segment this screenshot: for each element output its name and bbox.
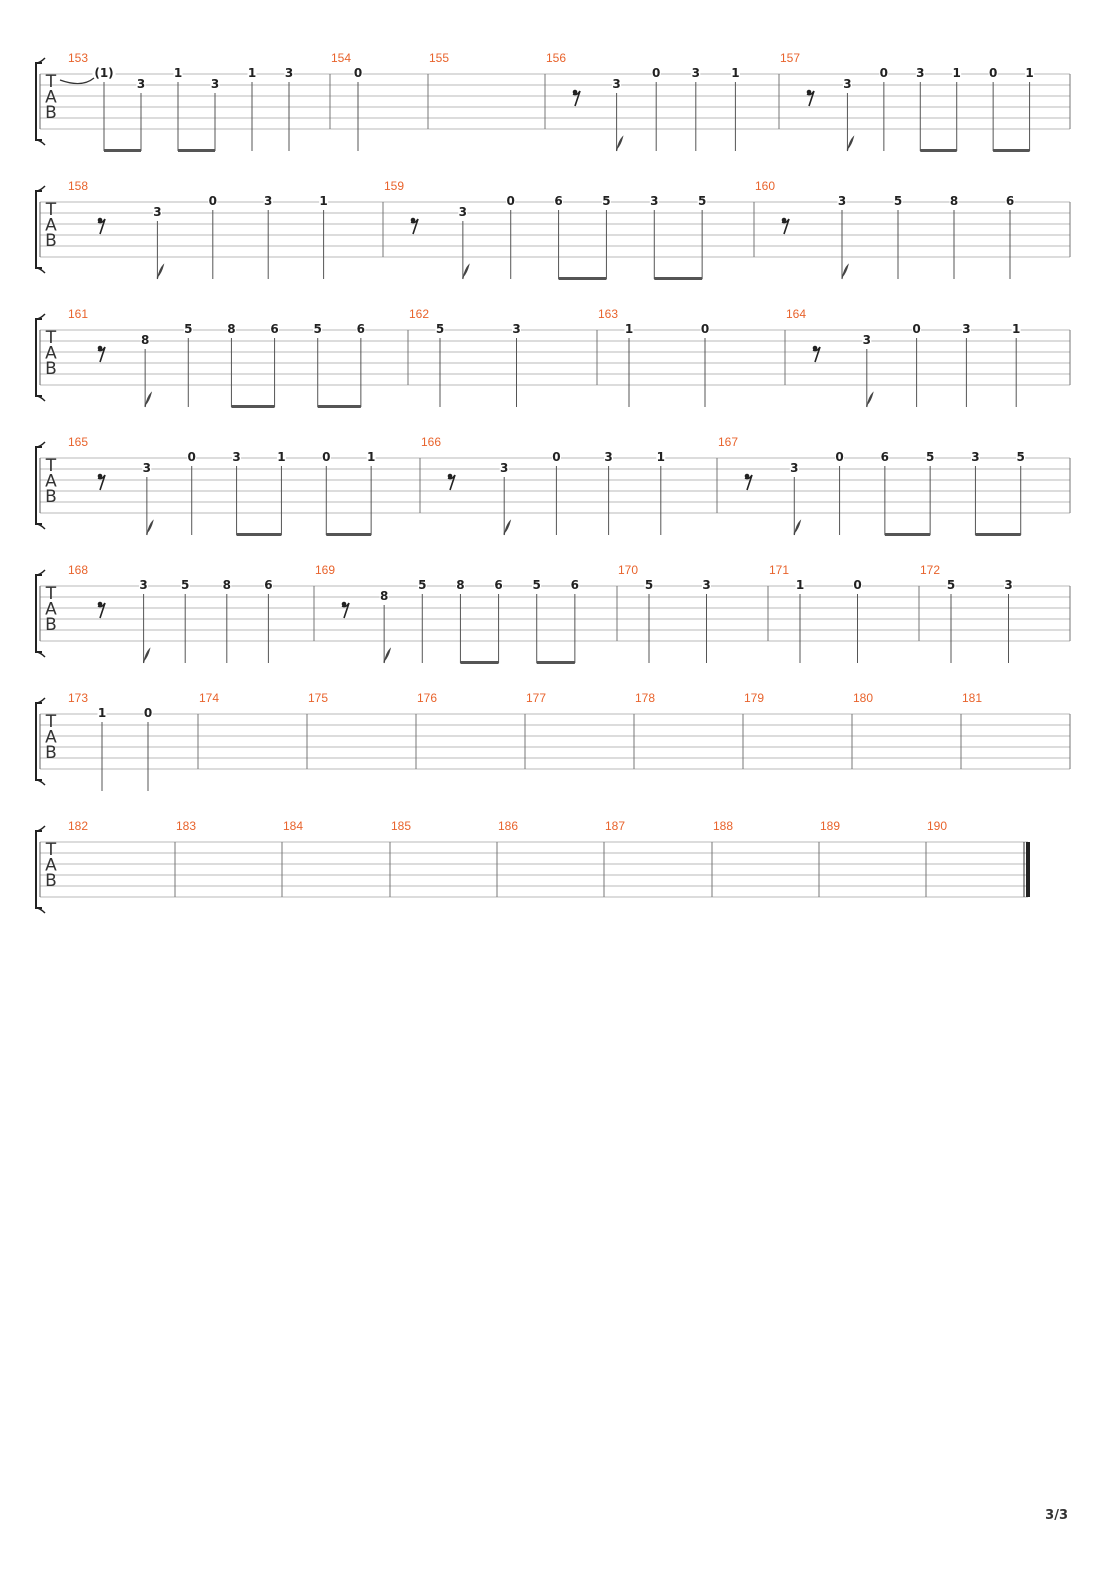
note-beam xyxy=(537,661,575,664)
bracket-hook-bottom xyxy=(36,140,45,145)
eighth-flag xyxy=(145,393,151,407)
eighth-flag xyxy=(157,265,163,279)
measure-number: 177 xyxy=(526,691,547,705)
tab-clef-letter-b: B xyxy=(45,615,57,635)
fret-number: 5 xyxy=(925,450,935,464)
note-beam xyxy=(559,277,607,280)
measure-number: 172 xyxy=(920,563,941,577)
fret-number: 3 xyxy=(500,461,509,475)
tab-clef-letter-a: A xyxy=(45,471,57,492)
fret-number: 8 xyxy=(949,194,959,208)
fret-number: 1 xyxy=(731,66,740,80)
measure-number: 183 xyxy=(176,819,197,833)
fret-number: 5 xyxy=(435,322,445,336)
fret-number: 8 xyxy=(456,578,465,592)
fret-number: 1 xyxy=(319,194,328,208)
fret-number: 8 xyxy=(140,333,150,347)
note-beam xyxy=(231,405,274,408)
measure-number: 176 xyxy=(417,691,438,705)
tab-clef-letter-a: A xyxy=(45,343,57,364)
measure-number: 161 xyxy=(68,307,89,321)
fret-number: 8 xyxy=(222,578,231,592)
bracket-hook-top xyxy=(36,314,45,319)
measure-number: 170 xyxy=(618,563,639,577)
tab-clef-letter-a: A xyxy=(45,215,57,236)
measure-number: 159 xyxy=(384,179,405,193)
tab-clef-letter-t: T xyxy=(45,328,57,348)
note-beam xyxy=(975,533,1020,536)
fret-number: 3 xyxy=(153,205,162,219)
fret-number: 5 xyxy=(602,194,611,208)
fret-number: 0 xyxy=(552,450,561,464)
bracket-hook-top xyxy=(36,186,45,191)
measure-number: 168 xyxy=(68,563,89,577)
fret-number: 8 xyxy=(379,589,389,603)
measure-number: 165 xyxy=(68,435,89,449)
fret-number: 5 xyxy=(893,194,903,208)
tab-clef-letter-b: B xyxy=(45,743,57,763)
measure-number: 179 xyxy=(744,691,765,705)
fret-number: 3 xyxy=(604,450,613,464)
measure-number: 160 xyxy=(755,179,776,193)
tab-system xyxy=(36,819,1030,913)
fret-number: 8 xyxy=(227,322,236,336)
fret-number: 5 xyxy=(184,322,193,336)
tab-clef-letter-b: B xyxy=(45,487,57,507)
measure-number: 173 xyxy=(68,691,89,705)
fret-number: 0 xyxy=(988,66,998,80)
measure-number: 167 xyxy=(718,435,739,449)
measure-number: 181 xyxy=(962,691,983,705)
eighth-flag xyxy=(847,137,853,151)
tab-system xyxy=(36,435,1070,536)
tie-arc xyxy=(60,78,94,84)
note-beam xyxy=(326,533,371,536)
fret-number: 6 xyxy=(570,578,580,592)
measure-number: 185 xyxy=(391,819,412,833)
fret-number: 5 xyxy=(644,578,654,592)
measure-number: 154 xyxy=(331,51,352,65)
system-bracket xyxy=(36,703,42,780)
note-beam xyxy=(178,149,215,152)
fret-number: 3 xyxy=(843,77,852,91)
fret-number: 0 xyxy=(143,706,153,720)
eighth-flag xyxy=(147,521,153,535)
system-bracket xyxy=(36,191,42,268)
tab-system xyxy=(36,563,1070,664)
bracket-hook-bottom xyxy=(36,908,45,913)
fret-number: 6 xyxy=(270,322,279,336)
tab-clef-letter-b: B xyxy=(45,871,57,891)
eighth-flag xyxy=(144,649,150,663)
fret-number: 5 xyxy=(946,578,956,592)
fret-number: 3 xyxy=(650,194,659,208)
fret-number: 3 xyxy=(962,322,971,336)
system-bracket xyxy=(36,63,42,140)
fret-number: 1 xyxy=(97,706,107,720)
fret-number: 5 xyxy=(313,322,322,336)
fret-number: 3 xyxy=(971,450,980,464)
system-bracket xyxy=(36,319,42,396)
tab-system xyxy=(36,179,1070,280)
measure-number: 174 xyxy=(199,691,220,705)
system-bracket xyxy=(36,447,42,524)
fret-number: 3 xyxy=(862,333,871,347)
tab-clef-letter-t: T xyxy=(45,712,57,732)
measure-number: 188 xyxy=(713,819,734,833)
tab-clef-letter-t: T xyxy=(45,200,57,220)
eighth-flag xyxy=(384,649,390,663)
fret-number: 1 xyxy=(795,578,805,592)
bracket-hook-bottom xyxy=(36,396,45,401)
fret-number: 0 xyxy=(208,194,217,208)
bracket-hook-top xyxy=(36,442,45,447)
tab-system xyxy=(36,307,1070,408)
tab-clef-letter-a: A xyxy=(45,87,57,108)
final-barline-thick xyxy=(1026,842,1030,897)
measure-number: 153 xyxy=(68,51,89,65)
tab-clef-letter-a: A xyxy=(45,727,57,748)
fret-number: 5 xyxy=(418,578,427,592)
note-beam xyxy=(920,149,956,152)
measure-number: 189 xyxy=(820,819,841,833)
fret-number: 3 xyxy=(210,77,220,91)
fret-number: 3 xyxy=(702,578,711,592)
fret-number: 0 xyxy=(652,66,661,80)
tab-clef-letter-t: T xyxy=(45,456,57,476)
fret-number: 3 xyxy=(284,66,294,80)
fret-number: 1 xyxy=(173,66,183,80)
fret-number: 0 xyxy=(506,194,515,208)
bracket-hook-bottom xyxy=(36,652,45,657)
fret-number: 3 xyxy=(691,66,700,80)
note-beam xyxy=(654,277,702,280)
tab-clef-letter-b: B xyxy=(45,359,57,379)
fret-number: 3 xyxy=(136,77,146,91)
fret-number: 3 xyxy=(142,461,152,475)
fret-number: 0 xyxy=(912,322,921,336)
fret-number: 5 xyxy=(532,578,541,592)
system-bracket xyxy=(36,575,42,652)
measure-number: 163 xyxy=(598,307,619,321)
bracket-hook-bottom xyxy=(36,268,45,273)
measure-number: 184 xyxy=(283,819,304,833)
note-beam xyxy=(993,149,1029,152)
fret-number: (1) xyxy=(94,66,114,80)
measure-number: 178 xyxy=(635,691,656,705)
tab-clef-letter-t: T xyxy=(45,72,57,92)
fret-number: 3 xyxy=(612,77,621,91)
fret-number: 3 xyxy=(139,578,148,592)
fret-number: 0 xyxy=(187,450,196,464)
fret-number: 3 xyxy=(232,450,241,464)
fret-number: 5 xyxy=(697,194,707,208)
measure-number: 186 xyxy=(498,819,519,833)
fret-number: 3 xyxy=(264,194,273,208)
eighth-flag xyxy=(504,521,510,535)
eighth-flag xyxy=(842,265,848,279)
fret-number: 0 xyxy=(700,322,710,336)
bracket-hook-top xyxy=(36,698,45,703)
measure-number: 175 xyxy=(308,691,329,705)
tab-clef-letter-a: A xyxy=(45,855,57,876)
measure-number: 162 xyxy=(409,307,430,321)
fret-number: 3 xyxy=(837,194,847,208)
fret-number: 6 xyxy=(880,450,890,464)
measure-number: 164 xyxy=(786,307,807,321)
eighth-flag xyxy=(794,521,800,535)
fret-number: 1 xyxy=(277,450,286,464)
note-beam xyxy=(460,661,498,664)
measure-number: 190 xyxy=(927,819,948,833)
fret-number: 1 xyxy=(1012,322,1021,336)
tab-clef-letter-a: A xyxy=(45,599,57,620)
measure-number: 169 xyxy=(315,563,336,577)
fret-number: 1 xyxy=(624,322,634,336)
bracket-hook-top xyxy=(36,570,45,575)
fret-number: 6 xyxy=(494,578,503,592)
tab-clef-letter-t: T xyxy=(45,840,57,860)
eighth-flag xyxy=(463,265,469,279)
note-beam xyxy=(318,405,361,408)
fret-number: 1 xyxy=(952,66,961,80)
fret-number: 5 xyxy=(181,578,190,592)
fret-number: 3 xyxy=(512,322,521,336)
note-beam xyxy=(237,533,282,536)
fret-number: 6 xyxy=(264,578,273,592)
fret-number: 1 xyxy=(656,450,665,464)
fret-number: 3 xyxy=(916,66,925,80)
fret-number: 3 xyxy=(458,205,468,219)
fret-number: 0 xyxy=(353,66,363,80)
page-number: 3/3 xyxy=(1045,1508,1068,1523)
eighth-flag xyxy=(617,137,623,151)
fret-number: 1 xyxy=(366,450,376,464)
tab-system xyxy=(36,51,1070,152)
fret-number: 6 xyxy=(1005,194,1015,208)
measure-number: 158 xyxy=(68,179,89,193)
eighth-flag xyxy=(867,393,873,407)
measure-number: 182 xyxy=(68,819,89,833)
fret-number: 3 xyxy=(790,461,799,475)
fret-number: 1 xyxy=(1025,66,1034,80)
fret-number: 6 xyxy=(356,322,366,336)
fret-number: 5 xyxy=(1016,450,1025,464)
bracket-hook-bottom xyxy=(36,780,45,785)
note-beam xyxy=(104,149,141,152)
fret-number: 0 xyxy=(322,450,331,464)
measure-number: 180 xyxy=(853,691,874,705)
fret-number: 0 xyxy=(853,578,862,592)
bracket-hook-bottom xyxy=(36,524,45,529)
measure-number: 155 xyxy=(429,51,450,65)
measure-number: 156 xyxy=(546,51,567,65)
measure-number: 157 xyxy=(780,51,801,65)
note-beam xyxy=(885,533,930,536)
bracket-hook-top xyxy=(36,826,45,831)
measure-number: 166 xyxy=(421,435,442,449)
fret-number: 0 xyxy=(879,66,889,80)
system-bracket xyxy=(36,831,42,908)
fret-number: 6 xyxy=(554,194,563,208)
tab-clef-letter-b: B xyxy=(45,103,57,123)
measure-number: 171 xyxy=(769,563,790,577)
tab-system xyxy=(36,691,1070,791)
fret-number: 1 xyxy=(247,66,257,80)
fret-number: 0 xyxy=(835,450,844,464)
tab-clef-letter-b: B xyxy=(45,231,57,251)
tab-clef-letter-t: T xyxy=(45,584,57,604)
fret-number: 3 xyxy=(1004,578,1013,592)
bracket-hook-top xyxy=(36,58,45,63)
measure-number: 187 xyxy=(605,819,626,833)
